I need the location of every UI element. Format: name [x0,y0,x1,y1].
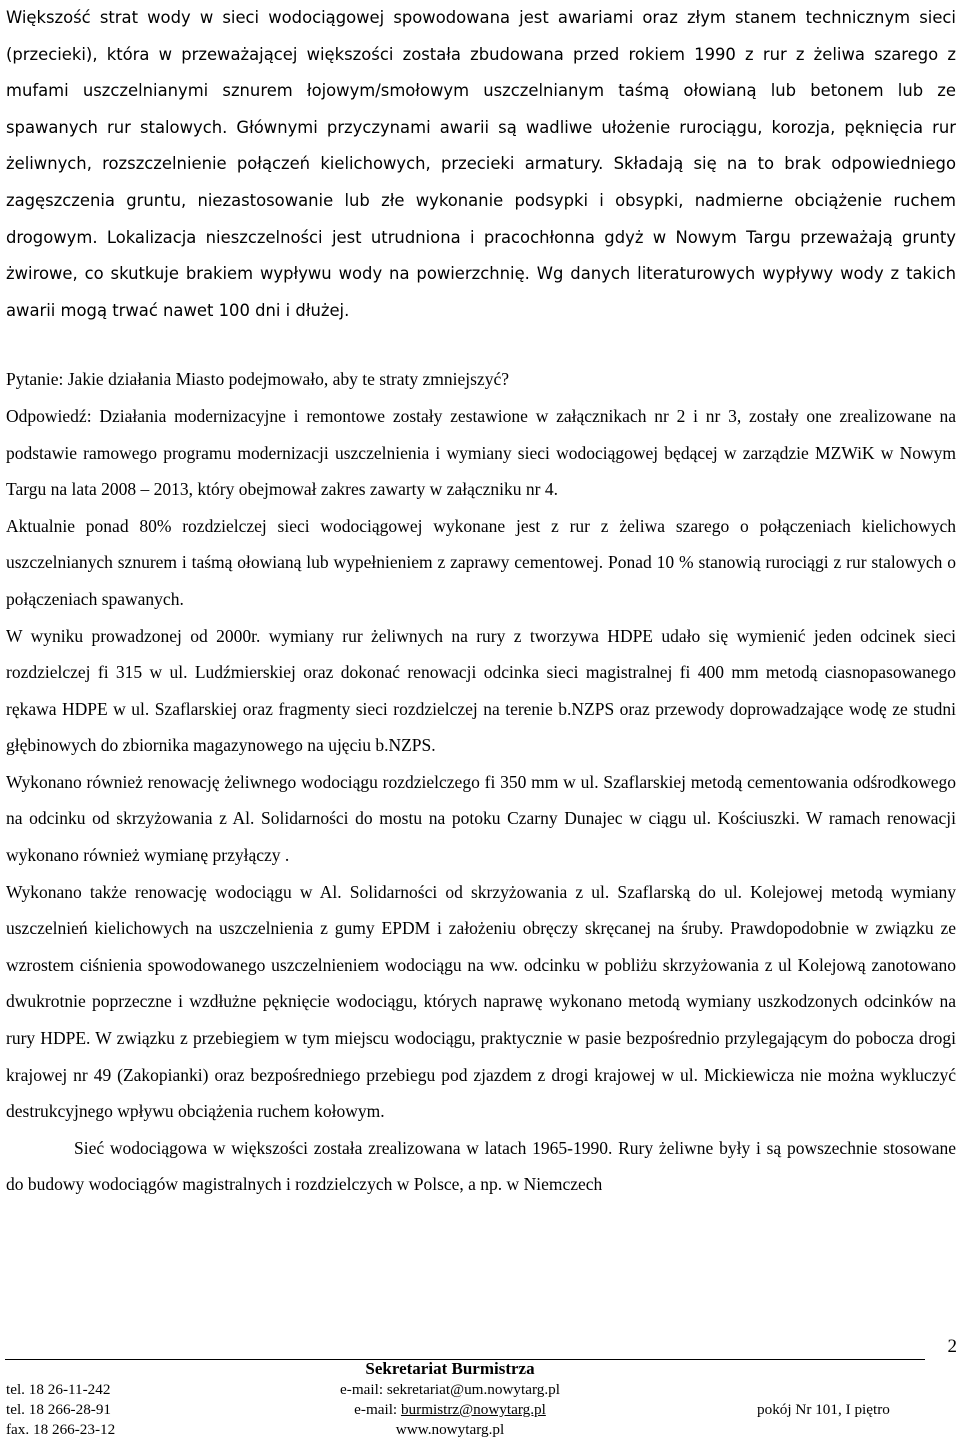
document-body [6,0,956,1203]
footer-row-1 [0,1381,960,1401]
answer-label: Odpowiedź [6,405,87,426]
footer-phone-2: tel. 18 266-28-91 [6,1401,112,1418]
footer-email-secretariat[interactable]: e-mail: sekretariat@um.nowytarg.pl [340,1381,560,1398]
footer-row-3 [0,1421,960,1441]
footer-email-prefix: e-mail: [354,1401,401,1418]
question-label: Pytanie [6,369,59,390]
footer-row-2 [0,1401,960,1421]
paragraph-renovation-solidarnosci: Wykonano także renowację wodociągu w Al. Solidarności od skrzyżowania z ul. Szaflarską do ul. Kolejowej metodą wymiany uszczelnień kielichowych na uszczelnienia z gumy EPDM i założeniu obręczy skręcanej na śruby. Prawdopodobnie w związku ze wzrostem ciśnienia spowodowanego uszczelnieniem wodociągu na ww. odcinku w pobliżu skrzyżowania z ul Kolejową zanotowano dwukrotnie poprzeczne i wzdłużne pęknięcie wodociągu, których naprawę wykonano metodą wymiany uszkodzonych odcinków na rury HDPE. W związku z przebiegiem w tym miejscu wodociągu, praktycznie w pasie bezpośrednio przylegającym do pobocza drogi krajowej nr 49 (Zakopianki) oraz bezpośredniego przebiegu pod zjazdem z drogi krajowej w ul. Mickiewicza nie można wykluczyć destrukcyjnego wpływu obciążenia ruchem kołowym. [6,881,956,1122]
paragraph-water-loss: Większość strat wody w sieci wodociągowej spowodowana jest awariami oraz złym stanem technicznym sieci (przecieki), która w przeważającej większości została zbudowana przed rokiem 1990 z rur z żeliwa szarego z mufami uszczelnianymi sznurem łojowym/smołowym uszczelnianym taśmą ołowianą lub betonem lub ze spawanych rur stalowych. Głównymi przyczynami awarii są wadliwe ułożenie rurociągu, korozja, pęknięcia rur żeliwnych, rozszczelnienie połączeń kielichowych, przecieki armatury. Składają się na to brak odpowiedniego zagęszczenia gruntu, niezastosowanie lub złe wykonanie podsypki i obsypki, nadmierne obciążenie ruchem drogowym. Lokalizacja nieszczelności jest utrudniona i pracochłonna gdyż w Nowym Targu przeważają grunty żwirowe, co skutkuje brakiem wypływu wody na powierzchnię. Wg danych literaturowych wypływy wody z takich awarii mogą trwać nawet 100 dni i dłużej. [6,8,956,320]
page-number: 2 [947,1336,957,1357]
paragraph-renovation-szaflarska: Wykonano również renowację żeliwnego wodociągu rozdzielczego fi 350 mm w ul. Szaflarskiej metodą cementowania odśrodkowego na odcinku od skrzyżowania z Al. Solidarności do mostu na potoku Czarny Dunajec w ciągu ul. Kościuszki. W ramach renowacji wykonano również wymianę przyłączy . [6,771,956,866]
answer-text: : Działania modernizacyjne i remontowe zostały zestawione w załącznikach nr 2 i nr 3, zostały one zrealizowane na podstawie ramowego programu modernizacji uszczelnienia i wymiany sieci wodociągowej będącej w zarządzie MZWiK w Nowym Targu na lata 2008 – 2013, który obejmował zakres zawarty w załączniku nr 4. [6,405,956,500]
footer-email-mayor-link[interactable]: burmistrz@nowytarg.pl [400,1401,546,1418]
answer-paragraph [6,398,956,508]
footer-phone-1: tel. 18 26-11-242 [6,1381,111,1398]
footer-fax: fax. 18 266-23-12 [6,1421,116,1438]
paragraph-replacement: W wyniku prowadzonej od 2000r. wymiany rur żeliwnych na rury z tworzywa HDPE udało się wymienić jeden odcinek sieci rozdzielczej fi 315 w ul. Ludźmierskiej oraz dokonać renowacji odcinka sieci magistralnej fi 400 mm metodą ciasnopasowanego rękawa HDPE w ul. Szaflarskiej oraz fragmenty sieci rozdzielczej na terenie b.NZPS oraz przewody doprowadzające wodę ze studni głębinowych do zbiornika magazynowego na ujęciu b.NZPS. [6,625,956,756]
footer-website-link[interactable]: www.nowytarg.pl [395,1421,505,1438]
footer-title: Sekretariat Burmistrza [365,1359,535,1378]
footer-room: pokój Nr 101, I piętro [757,1401,890,1418]
paragraph-network-history: Sieć wodociągowa w większości została zrealizowana w latach 1965-1990. Rury żeliwne były i są powszechnie stosowane do budowy wodociągów magistralnych i rozdzielczych w Polsce, a np. w Niemczech [6,1137,956,1195]
footer-email-mayor [250,1401,650,1419]
paragraph-current-state: Aktualnie ponad 80% rozdzielczej sieci wodociągowej wykonane jest z rur z żeliwa szarego o połączeniach kielichowych uszczelnianych sznurem i taśmą ołowianą lub wypełnieniem z zaprawy cementowej. Ponad 10 % stanowią rurociągi z rur stalowych o połączeniach spawanych. [6,515,956,609]
paragraph-gap [6,329,956,361]
question-paragraph [6,361,956,398]
question-text: : Jakie działania Miasto podejmowało, aby te straty zmniejszyć? [58,369,509,390]
